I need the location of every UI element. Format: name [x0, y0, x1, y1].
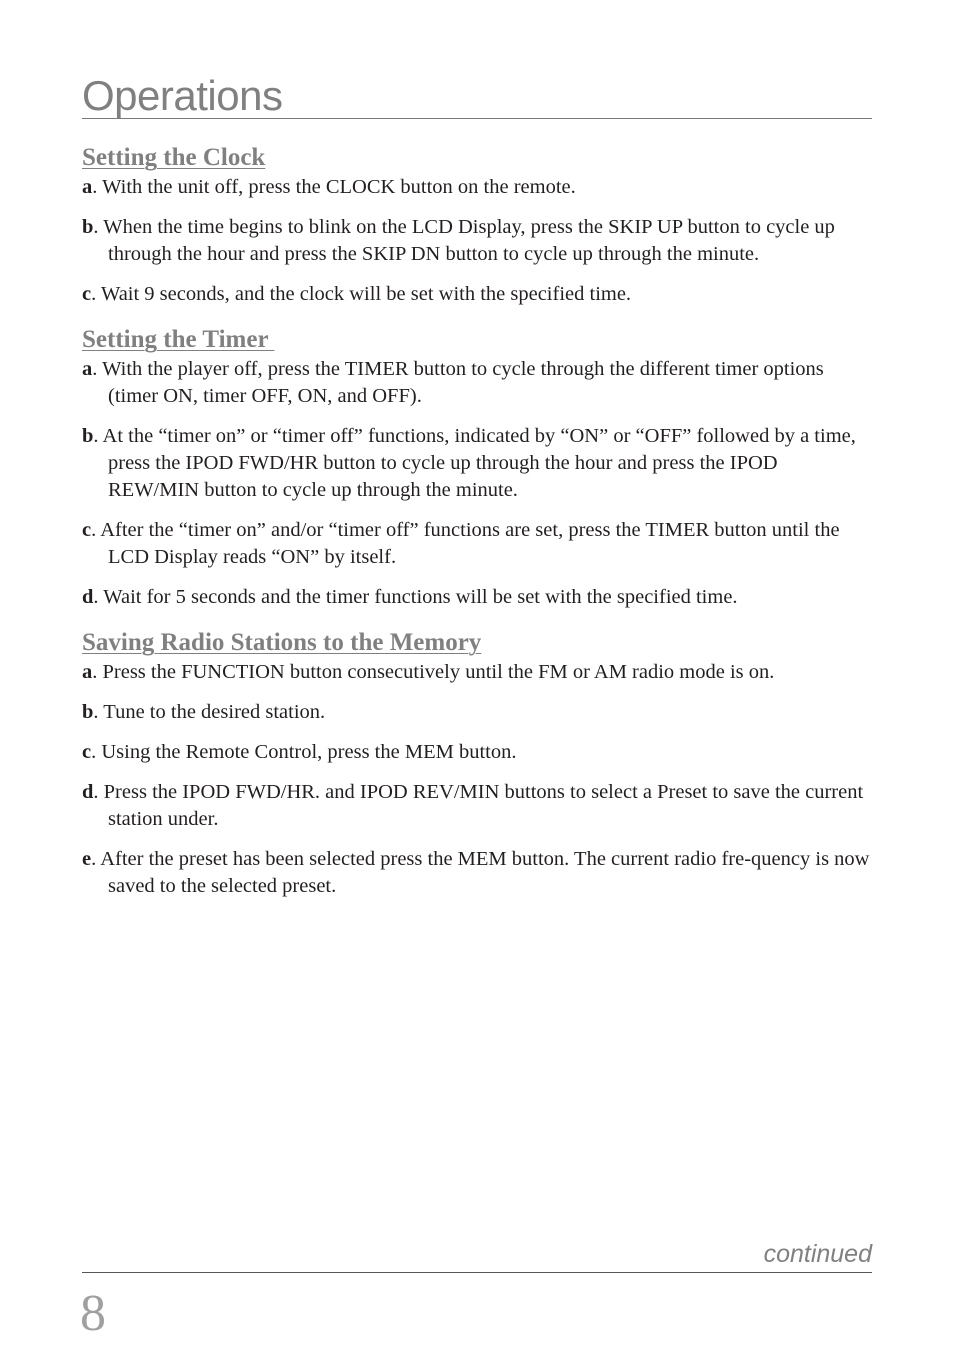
step-letter: d: [82, 781, 94, 803]
continued-label: continued: [763, 1240, 872, 1268]
step-timer-b: [82, 423, 872, 504]
section-heading-clock: Setting the Clock: [82, 144, 266, 171]
step-radio-b: [82, 699, 872, 726]
main-content: [82, 142, 872, 916]
section-heading-timer: Setting the Timer: [82, 326, 275, 353]
step-letter: a: [82, 661, 93, 683]
step-text: . Tune to the desired station.: [93, 701, 326, 723]
step-text: . After the “timer on” and/or “timer off” functions are set, press the TIMER button until the LCD Display reads “ON” by itself.: [91, 519, 840, 568]
step-letter: c: [82, 283, 92, 305]
page-title: Operations: [82, 72, 283, 119]
step-text: . With the unit off, press the CLOCK button on the remote.: [92, 176, 576, 198]
step-letter: c: [82, 741, 92, 763]
step-clock-c: [82, 281, 872, 308]
step-letter: c: [82, 519, 92, 541]
section-setting-clock: [82, 142, 872, 308]
step-radio-c: [82, 739, 872, 766]
section-setting-timer: [82, 324, 872, 611]
step-letter: a: [82, 358, 93, 380]
footer-divider: [82, 1272, 872, 1273]
step-text: . With the player off, press the TIMER button to cycle through the different timer options (timer ON, timer OFF, ON, and OFF).: [92, 358, 824, 407]
step-radio-a: [82, 659, 872, 686]
step-text: . Press the FUNCTION button consecutively until the FM or AM radio mode is on.: [92, 661, 775, 683]
step-clock-a: [82, 174, 872, 201]
step-letter: d: [82, 586, 94, 608]
step-radio-d: [82, 779, 872, 833]
step-text: . Wait 9 seconds, and the clock will be set with the specified time.: [91, 283, 632, 305]
step-text: . After the preset has been selected press the MEM button. The current radio fre-quency is now saved to the selected preset.: [91, 848, 870, 897]
step-text: . Press the IPOD FWD/HR. and IPOD REV/MIN buttons to select a Preset to save the current station under.: [93, 781, 864, 830]
step-timer-d: [82, 584, 872, 611]
step-text: . Using the Remote Control, press the MEM button.: [91, 741, 517, 763]
step-letter: e: [82, 848, 92, 870]
step-radio-e: [82, 846, 872, 900]
step-letter: b: [82, 701, 94, 723]
section-saving-radio-stations: [82, 627, 872, 900]
step-letter: a: [82, 176, 93, 198]
step-text: . Wait for 5 seconds and the timer functions will be set with the specified time.: [93, 586, 738, 608]
step-letter: b: [82, 216, 94, 238]
page-number: 8: [80, 1285, 106, 1342]
step-timer-a: [82, 356, 872, 410]
step-text: . When the time begins to blink on the LCD Display, press the SKIP UP button to cycle up through the hour and press the SKIP DN button to cycle up through the minute.: [93, 216, 835, 265]
step-text: . At the “timer on” or “timer off” functions, indicated by “ON” or “OFF” followed by a time, press the IPOD FWD/HR button to cycle up through the hour and press the IPOD REW/MIN button to cycle up through the minute.: [93, 425, 856, 501]
step-clock-b: [82, 214, 872, 268]
step-timer-c: [82, 517, 872, 571]
step-letter: b: [82, 425, 94, 447]
section-heading-radio: Saving Radio Stations to the Memory: [82, 629, 482, 656]
title-divider: [82, 118, 872, 119]
